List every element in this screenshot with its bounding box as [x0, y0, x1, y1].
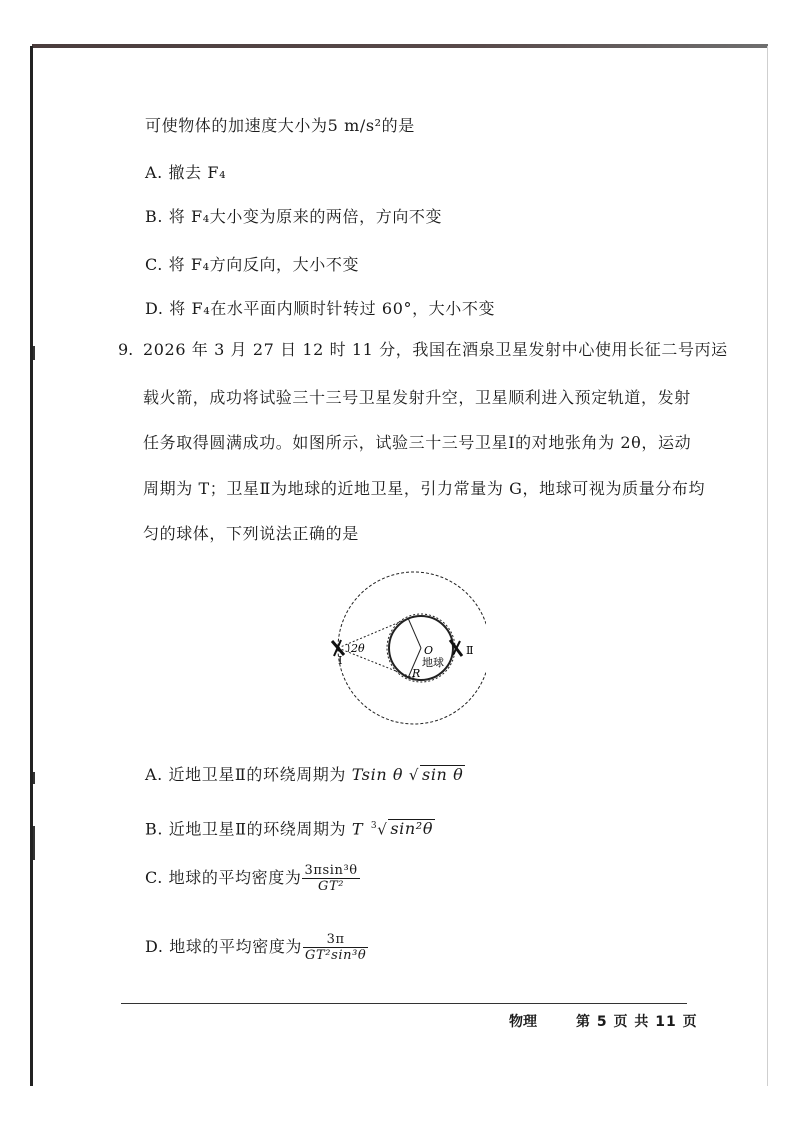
q9-option-b-text: B. 近地卫星Ⅱ的环绕周期为 — [145, 819, 352, 839]
q9-option-a-root: sin θ — [422, 765, 464, 784]
earth-label: 地球 — [422, 656, 444, 669]
footer-page-number: 第 5 页 共 11 页 — [576, 1014, 698, 1030]
radius-label: R — [412, 667, 421, 680]
center-label: O — [424, 644, 434, 657]
q8-option-b: B. 将 F₄大小变为原来的两倍，方向不变 — [145, 207, 443, 226]
satellite-2-label: Ⅱ — [466, 644, 474, 657]
sqrt-sign-icon: √ — [377, 820, 388, 839]
scan-mark — [33, 826, 35, 860]
satellite-1-label: Ⅰ — [338, 654, 343, 667]
q9-option-b-expr: T — [351, 819, 364, 839]
density-fraction-d — [303, 932, 368, 963]
q8-option-c: C. 将 F₄方向反向，大小不变 — [145, 255, 360, 274]
scan-mark — [33, 346, 35, 360]
q9-stem-line-3: 任务取得圆满成功。如图所示，试验三十三号卫星Ⅰ的对地张角为 2θ，运动 — [143, 433, 692, 452]
sqrt-sign-icon: √ — [408, 766, 420, 784]
q9-option-b-root: sin²θ — [390, 819, 434, 839]
q9-option-b — [145, 815, 435, 840]
footer-divider — [121, 1003, 687, 1004]
density-fraction-c — [302, 863, 359, 894]
q9-option-c-numerator: 3πsin³θ — [304, 863, 358, 878]
q9-stem-line-2: 载火箭，成功将试验三十三号卫星发射升空，卫星顺利进入预定轨道，发射 — [143, 388, 691, 407]
footer-subject: 物理 — [509, 1014, 537, 1030]
q9-stem-line-1: 2026 年 3 月 27 日 12 时 11 分，我国在酒泉卫星发射中心使用长征二号丙运 — [143, 340, 728, 359]
scan-mark — [33, 772, 35, 784]
q9-stem-line-4: 周期为 T；卫星Ⅱ为地球的近地卫星，引力常量为 G，地球可视为质量分布均 — [143, 479, 706, 498]
q9-stem-line-5: 匀的球体，下列说法正确的是 — [143, 524, 359, 543]
satellite-orbit-diagram — [326, 566, 486, 726]
q9-option-c — [145, 863, 360, 894]
q9-option-c-text: C. 地球的平均密度为 — [145, 868, 302, 887]
q9-option-b-root-index: 3 — [370, 821, 378, 831]
q8-option-a: A. 撤去 F₄ — [145, 163, 227, 182]
angle-label: 2θ — [351, 642, 365, 655]
q9-option-a-expr: Tsin θ — [351, 765, 404, 784]
scan-edge-left — [30, 46, 33, 1086]
question-9-number: 9. — [118, 340, 134, 359]
scan-edge-top — [32, 44, 768, 48]
angle-arc — [348, 644, 349, 652]
q9-option-c-denominator: GT² — [318, 879, 345, 894]
q8-option-d: D. 将 F₄在水平面内顺时针转过 60°，大小不变 — [145, 299, 496, 318]
question-8-stem-end: 可使物体的加速度大小为5 m/s²的是 — [145, 116, 415, 135]
q9-option-a-text: A. 近地卫星Ⅱ的环绕周期为 — [145, 765, 352, 784]
q9-option-d-text: D. 地球的平均密度为 — [145, 937, 303, 956]
q9-option-a — [145, 764, 465, 786]
scan-edge-right — [767, 46, 768, 1086]
radius-line-upper — [408, 618, 421, 648]
q9-option-d-numerator: 3π — [303, 932, 368, 948]
q9-option-d — [145, 932, 368, 963]
q9-option-d-denominator: GT²sin³θ — [305, 948, 367, 963]
